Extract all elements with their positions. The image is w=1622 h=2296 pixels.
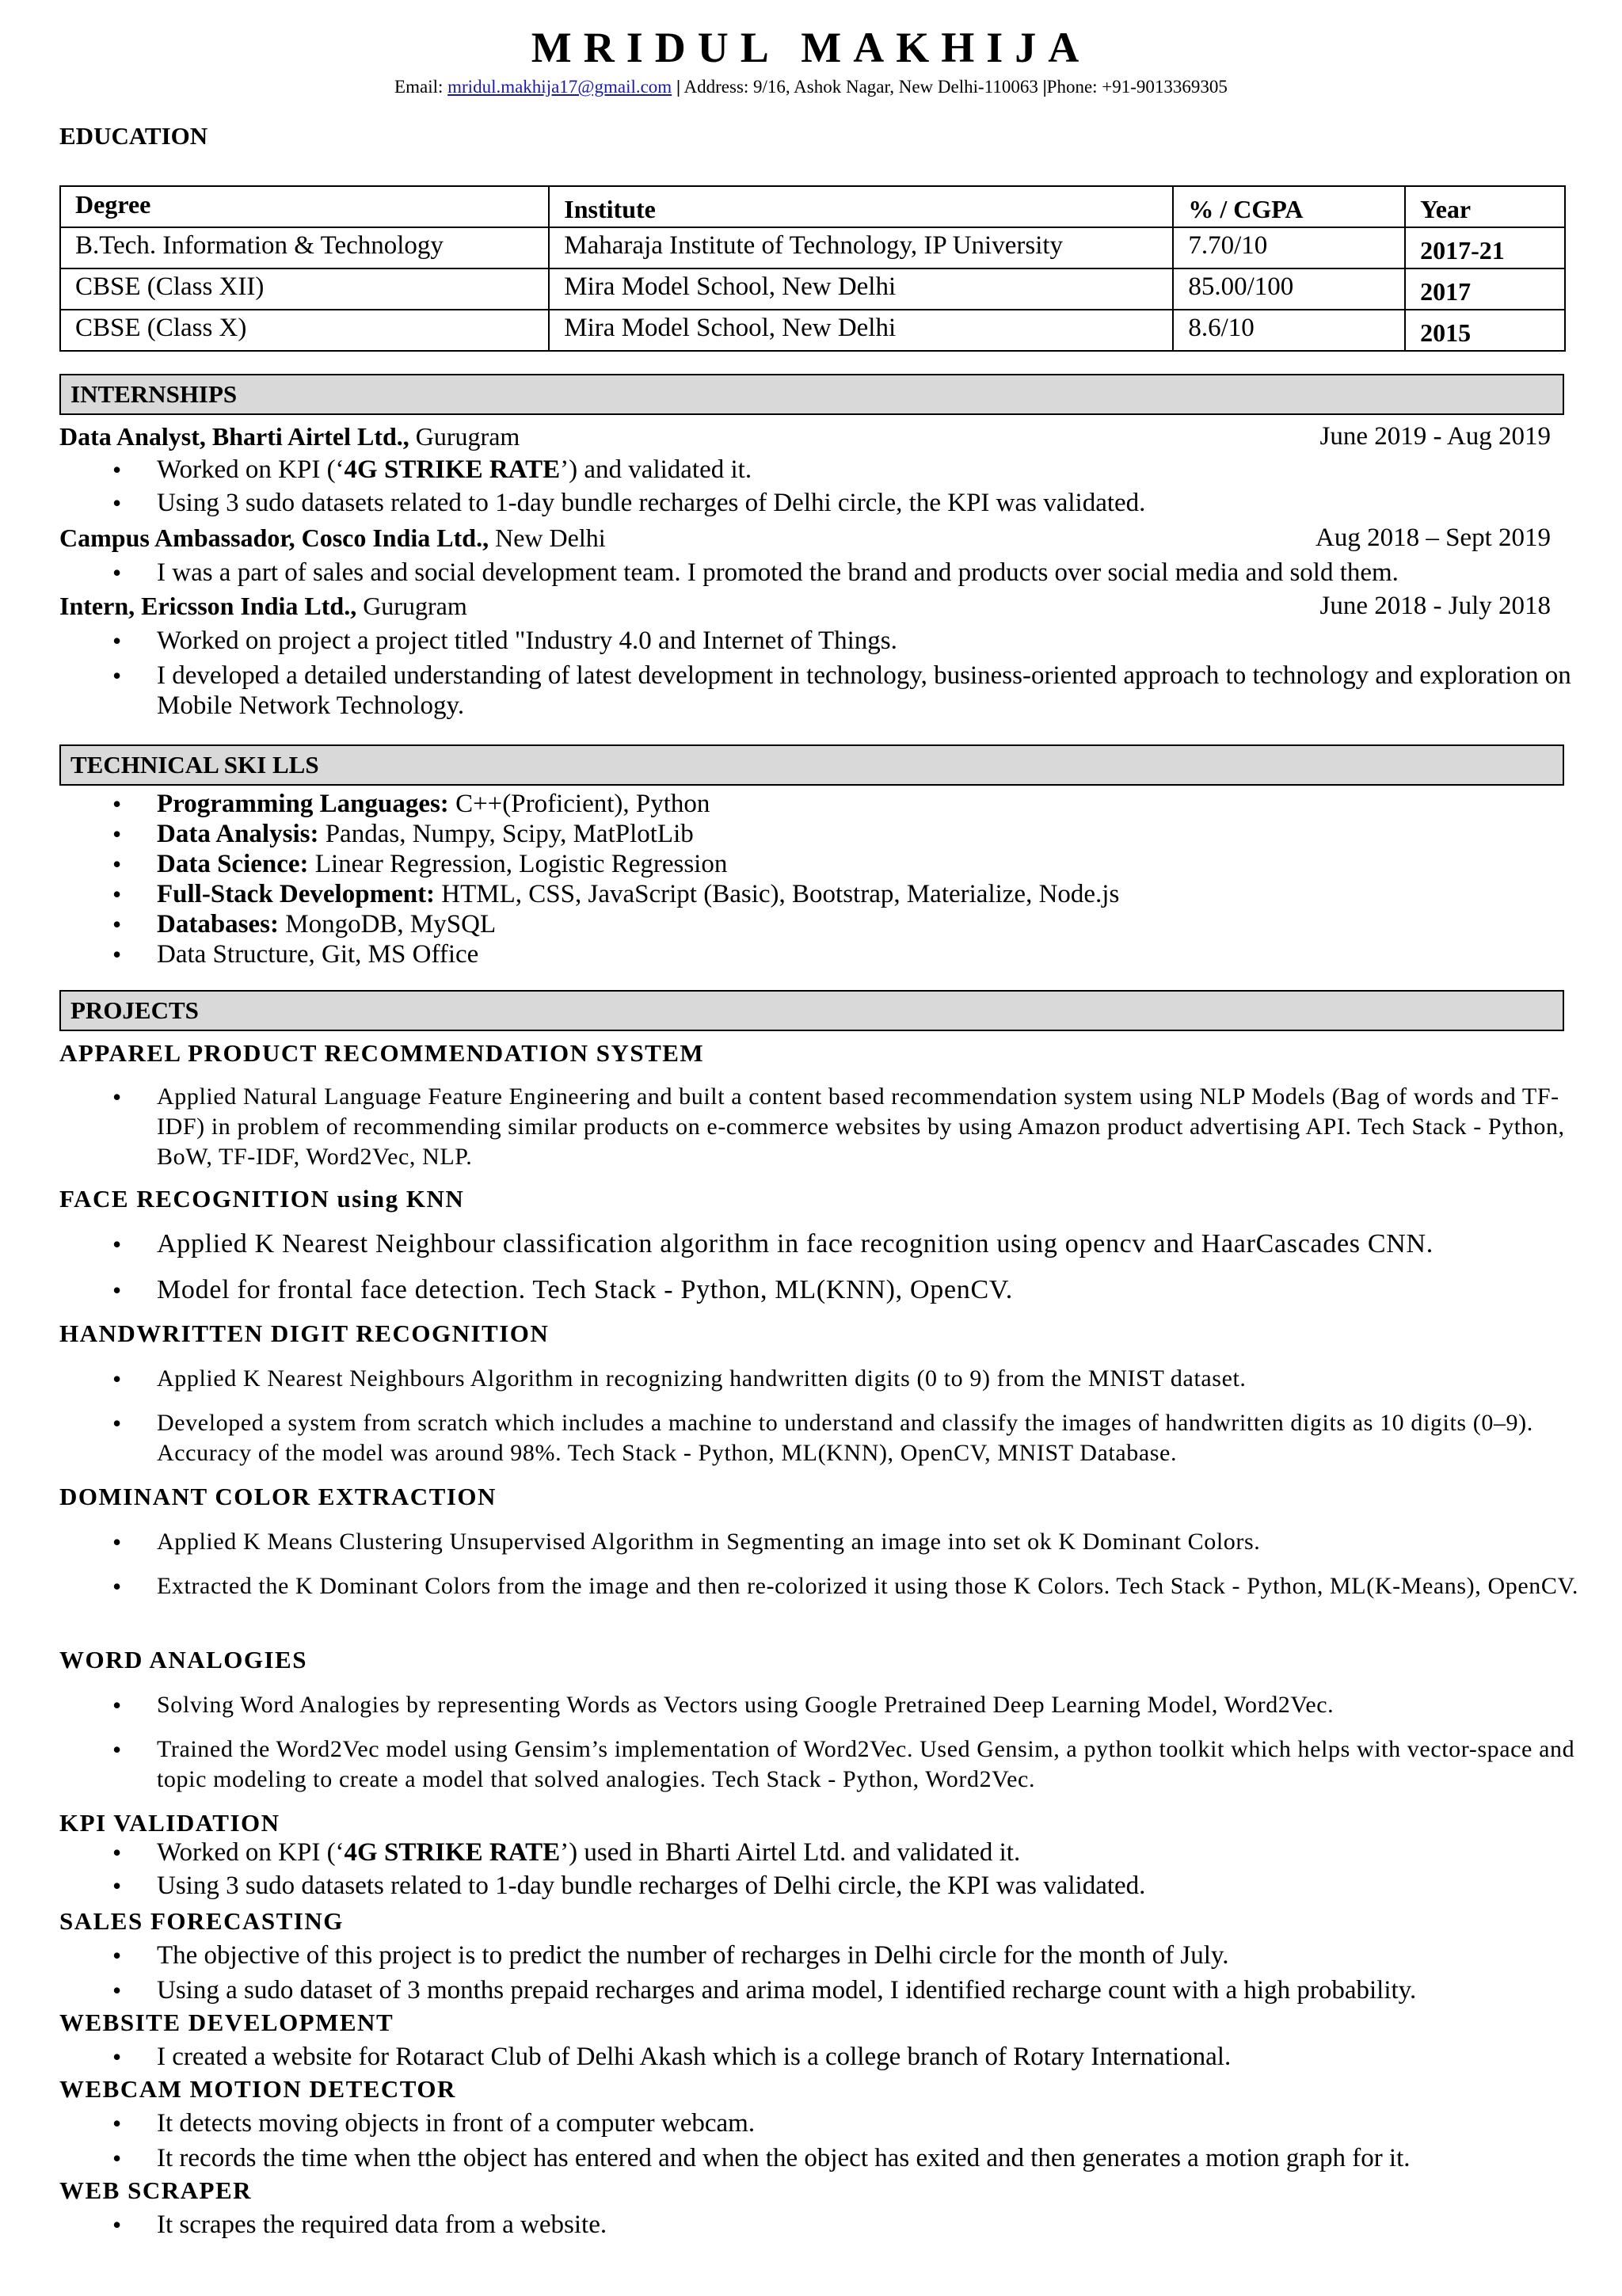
table-row [60,310,1565,351]
education-heading: EDUCATION [59,122,208,150]
internship-location: Gurugram [356,592,467,620]
education-table [59,185,1566,352]
cell-institute: Maharaja Institute of Technology, IP University [549,227,1173,268]
list-item: • Worked on KPI (‘4G STRIKE RATE’) and validated it. [157,455,1582,485]
internship-location: New Delhi [489,524,606,552]
list-item: • Worked on KPI (‘4G STRIKE RATE’) used in Bharti Airtel Ltd. and validated it. [157,1837,1582,1868]
table-header-row [60,186,1565,227]
list-item: • I developed a detailed understanding of latest development in technology, business-oriented approach to technology and exploration on Mobile Network Technology. [157,661,1582,721]
cell-degree: B.Tech. Information & Technology [60,227,549,268]
cell-year: 2017-21 [1405,227,1565,268]
email-label: Email: [394,77,448,97]
cell-institute: Mira Model School, New Delhi [549,268,1173,310]
internships-heading: INTERNSHIPS [59,374,1564,415]
table-row [60,268,1565,310]
address-text: Address: 9/16, Ashok Nagar, New Delhi-110063 [683,77,1038,97]
list-item: • Extracted the K Dominant Colors from the image and then re-colorized it using those K Colors. Tech Stack - Python, ML(K-Means), OpenCV. [157,1571,1582,1601]
list-item: • Using 3 sudo datasets related to 1-day bundle recharges of Delhi circle, the KPI was validated. [157,488,1582,518]
internship-role: Data Analyst, Bharti Airtel Ltd., [59,422,409,451]
list-item: • The objective of this project is to predict the number of recharges in Delhi circle for the month of July. [157,1940,1582,1970]
project-title: KPI VALIDATION [59,1809,280,1837]
list-item: • Using 3 sudo datasets related to 1-day bundle recharges of Delhi circle, the KPI was validated. [157,1871,1582,1901]
project-title: WORD ANALOGIES [59,1646,307,1673]
cell-degree: CBSE (Class X) [60,310,549,351]
list-item: • Programming Languages: C++(Proficient), Python [157,789,1582,819]
project-title: WEB SCRAPER [59,2176,253,2204]
internship-title [59,421,520,451]
internship-role: Intern, Ericsson India Ltd., [59,592,357,620]
cell-cgpa: 8.6/10 [1173,310,1405,351]
list-item: • Applied K Nearest Neighbours Algorithm in recognizing handwritten digits (0 to 9) from the MNIST dataset. [157,1364,1582,1394]
internship-location: Gurugram [409,422,520,451]
list-item: • It records the time when tthe object has entered and when the object has exited and then generates a motion graph for it. [157,2143,1582,2173]
header-year: Year [1405,186,1565,227]
internship-dates: June 2019 - Aug 2019 [1319,422,1551,451]
list-item: • It scrapes the required data from a website. [157,2210,1582,2240]
list-item: • Applied K Nearest Neighbour classification algorithm in face recognition using opencv and HaarCascades CNN. [157,1229,1582,1259]
list-item: • Model for frontal face detection. Tech Stack - Python, ML(KNN), OpenCV. [157,1275,1582,1305]
phone-text: Phone: +91-9013369305 [1046,77,1228,97]
list-item: • Applied Natural Language Feature Engineering and built a content based recommendation system using NLP Models (Bag of words and TF-IDF) in problem of recommending similar products on e-commerce websites by using Amazon product advertising API. Tech Stack - Python, BoW, TF-IDF, Word2Vec, NLP. [157,1082,1582,1172]
projects-heading: PROJECTS [59,990,1564,1031]
internship-title [59,523,606,553]
project-title: WEBSITE DEVELOPMENT [59,2009,394,2036]
list-item: • Full-Stack Development: HTML, CSS, JavaScript (Basic), Bootstrap, Materialize, Node.js [157,879,1582,909]
list-item: • I created a website for Rotaract Club of Delhi Akash which is a college branch of Rotary International. [157,2042,1582,2072]
cell-year: 2015 [1405,310,1565,351]
list-item: • Worked on project a project titled "Industry 4.0 and Internet of Things. [157,626,1582,656]
internship-title [59,591,467,621]
separator: | [1042,77,1047,97]
project-title: HANDWRITTEN DIGIT RECOGNITION [59,1319,550,1347]
header-institute: Institute [549,186,1173,227]
project-title: DOMINANT COLOR EXTRACTION [59,1483,497,1510]
internship-dates: Aug 2018 – Sept 2019 [1315,524,1551,552]
list-item: • Using a sudo dataset of 3 months prepaid recharges and arima model, I identified recharge count with a high probability. [157,1975,1582,2005]
separator: | [676,77,681,97]
project-title: WEBCAM MOTION DETECTOR [59,2075,456,2103]
cell-cgpa: 7.70/10 [1173,227,1405,268]
list-item: • It detects moving objects in front of a computer webcam. [157,2108,1582,2138]
list-item: • Databases: MongoDB, MySQL [157,909,1582,939]
email-link[interactable]: mridul.makhija17@gmail.com [447,77,672,97]
internship-role: Campus Ambassador, Cosco India Ltd., [59,524,489,552]
header-cgpa: % / CGPA [1173,186,1405,227]
header-degree: Degree [60,186,549,227]
project-title: SALES FORECASTING [59,1907,344,1935]
list-item: • Trained the Word2Vec model using Gensim’s implementation of Word2Vec. Used Gensim, a python toolkit which helps with vector-space and topic modeling to create a model that solved analogies. Tech Stack - Python, Word2Vec. [157,1734,1582,1795]
list-item: • Applied K Means Clustering Unsupervised Algorithm in Segmenting an image into set ok K Dominant Colors. [157,1527,1582,1557]
list-item: • Data Structure, Git, MS Office [157,939,1582,969]
skills-heading: TECHNICAL SKI LLS [59,744,1564,786]
list-item: • I was a part of sales and social development team. I promoted the brand and products over social media and sold them. [157,558,1582,588]
cell-degree: CBSE (Class XII) [60,268,549,310]
cell-cgpa: 85.00/100 [1173,268,1405,310]
list-item: • Data Analysis: Pandas, Numpy, Scipy, MatPlotLib [157,819,1582,849]
candidate-name: MRIDUL MAKHIJA [531,24,1091,71]
internship-dates: June 2018 - July 2018 [1319,592,1551,620]
list-item: • Developed a system from scratch which includes a machine to understand and classify the images of handwritten digits as 10 digits (0–9). Accuracy of the model was around 98%. Tech Stack - Python, ML(KNN), OpenCV, MNIST Database. [157,1408,1582,1468]
table-row [60,227,1565,268]
contact-line [0,76,1622,98]
cell-institute: Mira Model School, New Delhi [549,310,1173,351]
cell-year: 2017 [1405,268,1565,310]
list-item: • Solving Word Analogies by representing Words as Vectors using Google Pretrained Deep Learning Model, Word2Vec. [157,1690,1582,1720]
project-title: FACE RECOGNITION using KNN [59,1185,465,1213]
project-title: APPAREL PRODUCT RECOMMENDATION SYSTEM [59,1039,705,1067]
list-item: • Data Science: Linear Regression, Logistic Regression [157,849,1582,879]
